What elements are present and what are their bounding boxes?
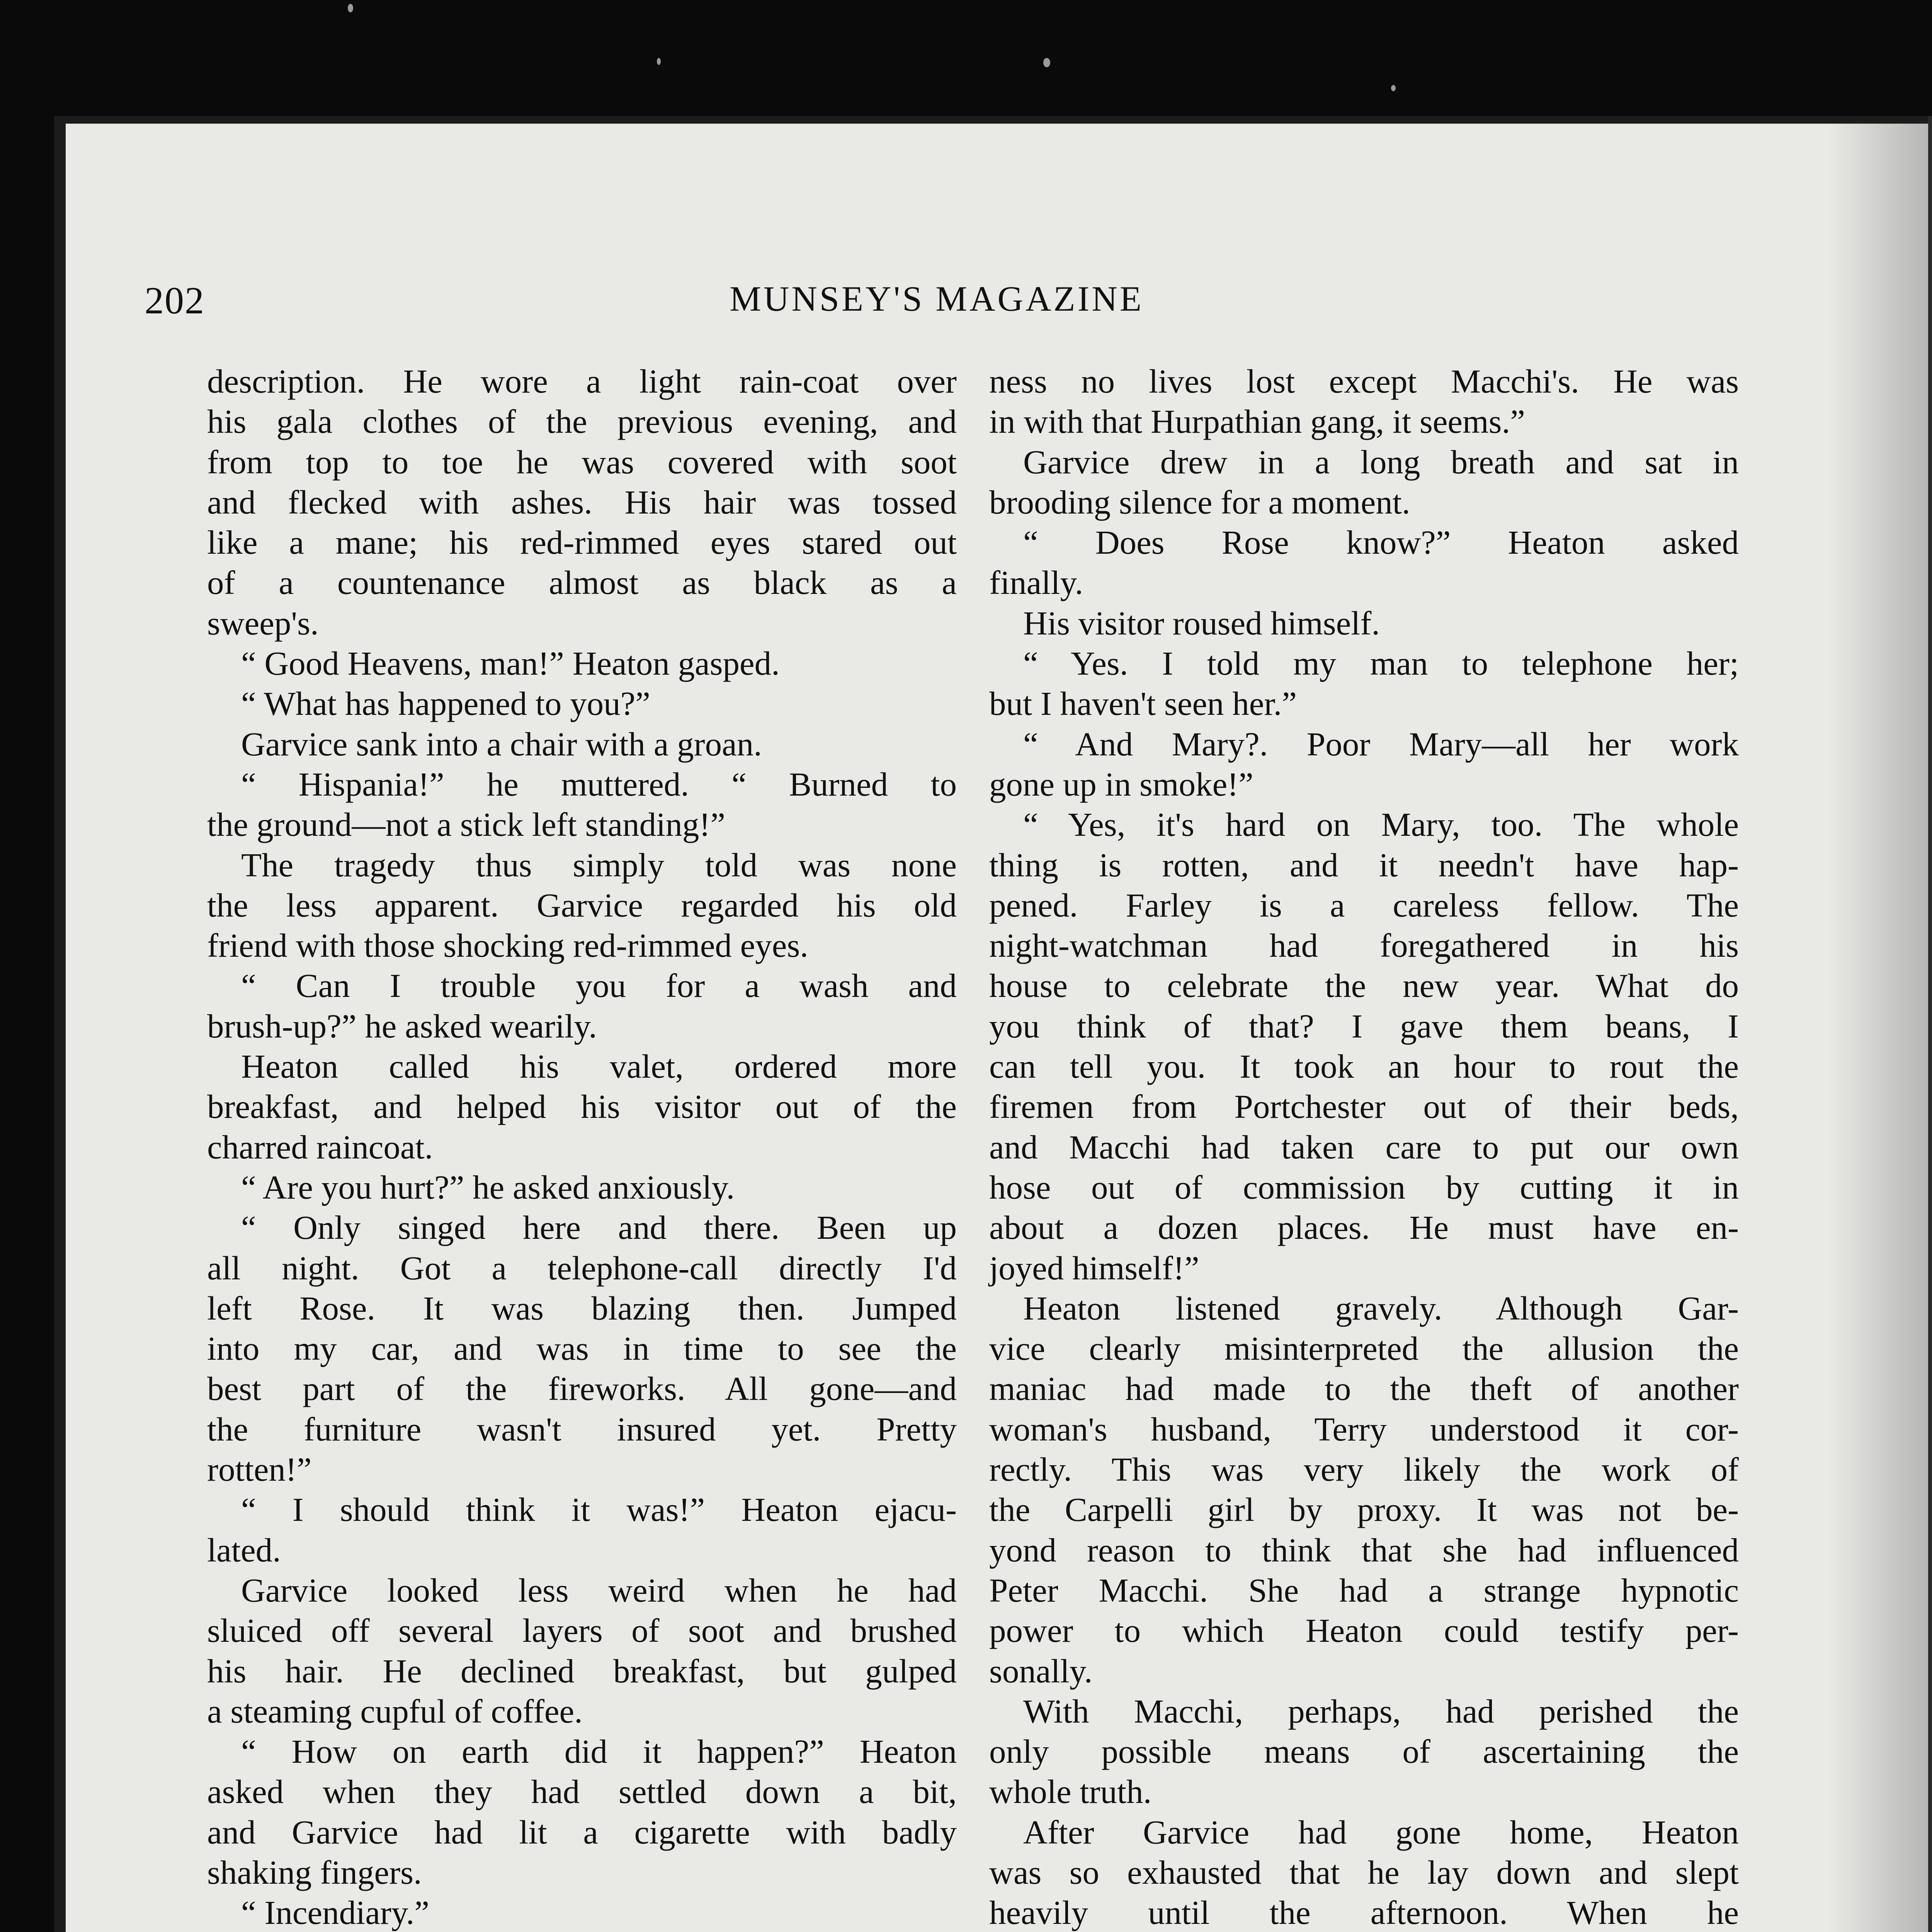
right-column — [989, 361, 1739, 1932]
text-line: firemen from Portchester out of their beds, — [989, 1088, 1739, 1126]
text-line: brush-up?” he asked wearily. — [207, 1007, 597, 1045]
scan-speck — [348, 4, 353, 12]
text-line: “ Yes, it's hard on Mary, too. The whole — [1023, 806, 1739, 844]
text-line: heavily until the afternoon. When he — [989, 1894, 1739, 1932]
text-line: rotten!” — [207, 1451, 312, 1488]
text-line: “ I should think it was!” Heaton ejacu- — [241, 1491, 957, 1529]
text-line: ness no lives lost except Macchi's. He was — [989, 362, 1739, 400]
text-line: and flecked with ashes. His hair was tossed — [207, 483, 957, 521]
scan-speck — [1043, 58, 1050, 67]
text-line: “ Incendiary.” — [241, 1894, 430, 1932]
text-line: friend with those shocking red-rimmed eyes. — [207, 927, 808, 964]
text-line: power to which Heaton could testify per- — [989, 1612, 1739, 1650]
text-line: “ What has happened to you?” — [241, 685, 650, 723]
text-line: into my car, and was in time to see the — [207, 1330, 957, 1367]
text-line: “ And Mary?. Poor Mary—all her work — [1023, 725, 1739, 763]
text-line: his hair. He declined breakfast, but gulped — [207, 1652, 957, 1690]
text-line: all night. Got a telephone-call directly I'd — [207, 1249, 957, 1287]
text-line: gone up in smoke!” — [989, 765, 1253, 803]
text-line: “ Only singed here and there. Been up — [241, 1209, 957, 1247]
text-line: in with that Hurpathian gang, it seems.” — [989, 403, 1525, 440]
text-line: his gala clothes of the previous evening, and — [207, 403, 957, 440]
text-line: Peter Macchi. She had a strange hypnotic — [989, 1571, 1739, 1609]
text-line: about a dozen places. He must have en- — [989, 1209, 1739, 1247]
text-line: Garvice looked less weird when he had — [241, 1571, 957, 1609]
text-line: breakfast, and helped his visitor out of the — [207, 1088, 957, 1126]
text-line: left Rose. It was blazing then. Jumped — [207, 1289, 957, 1327]
text-line: After Garvice had gone home, Heaton — [1023, 1813, 1739, 1851]
text-line: the ground—not a stick left standing!” — [207, 806, 725, 844]
text-line: His visitor roused himself. — [1023, 604, 1380, 642]
text-line: With Macchi, perhaps, had perished the — [1023, 1692, 1739, 1730]
text-line: best part of the fireworks. All gone—and — [207, 1370, 957, 1408]
text-line: Garvice drew in a long breath and sat in — [1023, 443, 1739, 481]
text-line: description. He wore a light rain-coat over — [207, 362, 957, 400]
text-line: vice clearly misinterpreted the allusion the — [989, 1330, 1739, 1367]
text-line: pened. Farley is a careless fellow. The — [989, 886, 1739, 924]
text-line: of a countenance almost as black as a — [207, 564, 957, 602]
text-line: “ How on earth did it happen?” Heaton — [241, 1733, 957, 1770]
text-line: was so exhausted that he lay down and slept — [989, 1853, 1739, 1891]
text-line: you think of that? I gave them beans, I — [989, 1007, 1739, 1045]
text-line: the Carpelli girl by proxy. It was not be- — [989, 1491, 1739, 1529]
scan-speck — [1391, 85, 1396, 91]
text-line: finally. — [989, 564, 1083, 602]
text-line: thing is rotten, and it needn't have hap- — [989, 846, 1739, 884]
text-line: sluiced off several layers of soot and brushed — [207, 1612, 957, 1650]
text-line: rectly. This was very likely the work of — [989, 1451, 1739, 1488]
text-line: like a mane; his red-rimmed eyes stared out — [207, 524, 957, 561]
text-line: house to celebrate the new year. What do — [989, 967, 1739, 1005]
text-line: asked when they had settled down a bit, — [207, 1773, 957, 1811]
text-line: Garvice sank into a chair with a groan. — [241, 725, 762, 763]
text-line: woman's husband, Terry understood it cor- — [989, 1410, 1739, 1448]
text-line: night-watchman had foregathered in his — [989, 927, 1739, 964]
text-line: yond reason to think that she had influenced — [989, 1531, 1739, 1569]
text-line: “ Yes. I told my man to telephone her; — [1023, 645, 1739, 682]
text-line: but I haven't seen her.” — [989, 685, 1297, 723]
text-line: joyed himself!” — [989, 1249, 1199, 1287]
text-line: “ Can I trouble you for a wash and — [241, 967, 957, 1005]
text-line: hose out of commission by cutting it in — [989, 1168, 1739, 1206]
text-line: from top to toe he was covered with soot — [207, 443, 957, 481]
page-number: 202 — [145, 279, 205, 322]
text-line: “ Are you hurt?” he asked anxiously. — [241, 1168, 735, 1206]
text-line: sweep's. — [207, 604, 319, 642]
text-line: the furniture wasn't insured yet. Pretty — [207, 1410, 957, 1448]
text-line: a steaming cupful of coffee. — [207, 1692, 583, 1730]
text-line: “ Good Heavens, man!” Heaton gasped. — [241, 645, 780, 682]
text-line: The tragedy thus simply told was none — [241, 846, 957, 884]
text-line: shaking fingers. — [207, 1853, 422, 1891]
text-line: whole truth. — [989, 1773, 1152, 1811]
text-line: the less apparent. Garvice regarded his old — [207, 886, 957, 924]
text-line: and Garvice had lit a cigarette with badly — [207, 1813, 957, 1851]
book-spine — [1928, 116, 1932, 1932]
text-line: Heaton listened gravely. Although Gar- — [1023, 1289, 1739, 1327]
text-line: only possible means of ascertaining the — [989, 1733, 1739, 1770]
text-line: can tell you. It took an hour to rout the — [989, 1048, 1739, 1085]
text-line: maniac had made to the theft of another — [989, 1370, 1739, 1408]
page-header — [145, 278, 1729, 332]
running-title: MUNSEY'S MAGAZINE — [730, 279, 1144, 318]
text-line: charred raincoat. — [207, 1128, 433, 1166]
text-line: Heaton called his valet, ordered more — [241, 1048, 957, 1085]
text-line: “ Does Rose know?” Heaton asked — [1023, 524, 1739, 561]
text-line: and Macchi had taken care to put our own — [989, 1128, 1739, 1166]
scan-speck — [657, 58, 661, 65]
text-line: sonally. — [989, 1652, 1093, 1690]
left-column — [207, 361, 957, 1932]
text-line: brooding silence for a moment. — [989, 483, 1410, 521]
text-line: lated. — [207, 1531, 281, 1569]
text-line: “ Hispania!” he muttered. “ Burned to — [241, 765, 957, 803]
